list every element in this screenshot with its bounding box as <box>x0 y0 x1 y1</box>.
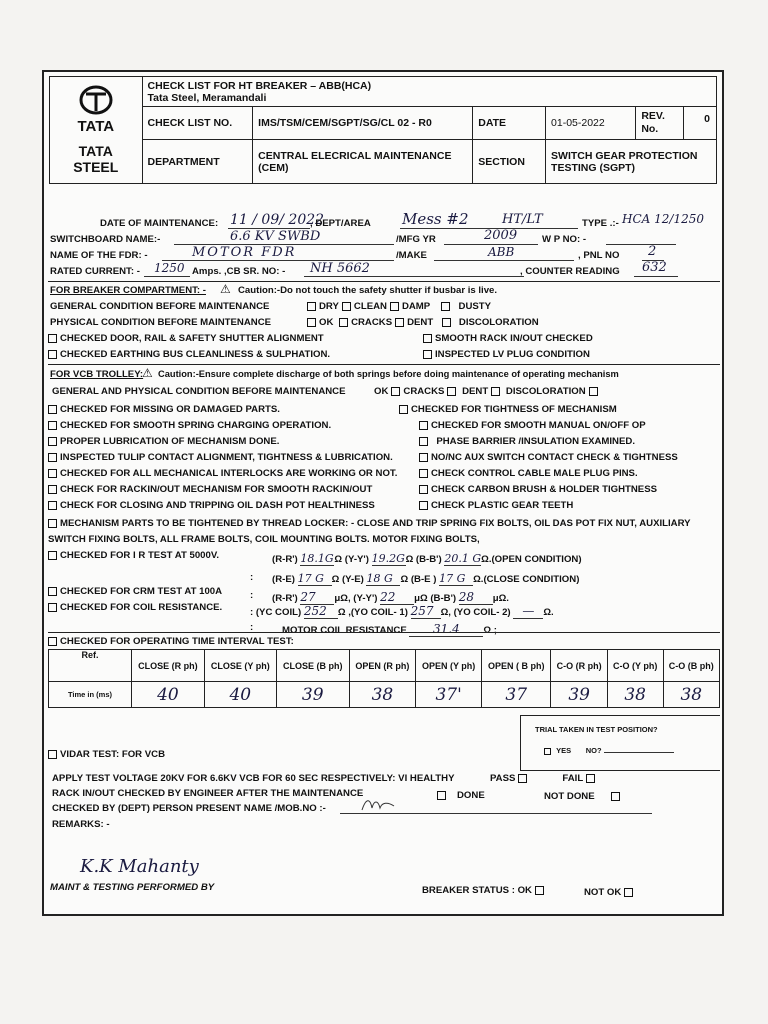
crm-rr-value: 27 <box>300 590 334 605</box>
vcb-right-item-1 <box>416 420 646 431</box>
coil-label <box>48 602 222 613</box>
vcb-right-checkbox-1[interactable] <box>419 421 428 430</box>
breaker-ok-checkbox[interactable] <box>535 886 544 895</box>
op-value-3: 38 <box>349 682 416 708</box>
done-checkbox[interactable] <box>437 791 446 800</box>
ir-open-row <box>272 552 582 566</box>
crm-yy-value: 22 <box>380 590 414 605</box>
checker-signature-icon <box>360 794 396 816</box>
rated-current-underline <box>144 276 190 277</box>
vcb-right-item-0 <box>396 404 617 415</box>
ir-open-bb-value: 20.1 G <box>444 552 482 565</box>
vcb-dent-checkbox[interactable] <box>491 387 500 396</box>
trial-options <box>541 746 720 755</box>
vcb-right-checkbox-2[interactable] <box>419 437 428 446</box>
divider-1 <box>48 281 720 282</box>
ok-checkbox[interactable] <box>307 318 316 327</box>
op-header-5: OPEN ( B ph) <box>482 650 551 682</box>
logo-text-top: TATA <box>77 118 115 135</box>
dent-checkbox[interactable] <box>395 318 404 327</box>
vcb-ok-label: OK <box>374 386 389 397</box>
cb-sr-underline <box>304 276 524 277</box>
comp-right-item-1 <box>420 349 590 360</box>
date-label: DATE <box>473 107 546 140</box>
ir-open-bb-label: Ω (B-B') <box>405 554 442 565</box>
header-table <box>49 76 717 184</box>
op-value-5: 37 <box>482 682 551 708</box>
crm-end-label: μΩ. <box>492 593 509 604</box>
vcb-left-label-1: CHECKED FOR SMOOTH SPRING CHARGING OPERATION. <box>60 420 332 431</box>
dept-area-value: Mess #2 <box>402 210 469 228</box>
crm-test-label <box>48 586 222 597</box>
vcb-right-checkbox-5[interactable] <box>419 485 428 494</box>
not-done-label: NOT DONE <box>544 791 595 802</box>
ir-close-ye-value: 18 G <box>366 572 400 586</box>
op-header-8: C-O (B ph) <box>663 650 719 682</box>
yo1-coil-value: 257 <box>411 604 441 619</box>
rack-inout-label: SMOOTH RACK IN/OUT CHECKED <box>435 333 593 344</box>
dent-label: DENT <box>407 317 434 328</box>
cracks-checkbox[interactable] <box>339 318 348 327</box>
trial-no-label: NO? <box>585 746 602 755</box>
trial-yes-checkbox[interactable] <box>544 748 551 755</box>
vcb-left-item-3 <box>48 452 393 463</box>
vcb-right-label-4: CHECK CONTROL CABLE MALE PLUG PINS. <box>431 468 638 479</box>
ir-close-be-value: 17 G <box>439 572 473 586</box>
compartment-caution: Caution:-Do not touch the safety shutter if busbar is live. <box>238 285 498 296</box>
breaker-status-label: BREAKER STATUS : OK <box>422 885 532 896</box>
yo1-coil-label: Ω ,(YO COIL- 1) <box>337 607 408 618</box>
performer-signature: K.K Mahanty <box>80 856 199 877</box>
vcb-ok-checkbox[interactable] <box>391 387 400 396</box>
vcb-left-label-3: INSPECTED TULIP CONTACT ALIGNMENT, TIGHTNESS & LUBRICATION. <box>60 452 393 463</box>
op-time-value-row <box>49 682 720 708</box>
vcb-heading: FOR VCB TROLLEY: <box>50 369 144 380</box>
comp-left-item-1 <box>48 349 330 360</box>
date-value: 01-05-2022 <box>546 107 636 140</box>
ir-open-yy-label: Ω (Y-Y') <box>334 554 369 565</box>
not-done-checkbox[interactable] <box>611 792 620 801</box>
physical-options <box>304 317 539 328</box>
vcb-gen-phys-options <box>374 386 601 397</box>
vcb-warning-icon: ⚠ <box>142 366 153 380</box>
op-header-4: OPEN (Y ph) <box>416 650 482 682</box>
op-header-7: C-O (Y ph) <box>607 650 663 682</box>
vcb-left-checkbox-5[interactable] <box>48 485 57 494</box>
vcb-left-label-4: CHECKED FOR ALL MECHANICAL INTERLOCKS ARE WORKING OR NOT. <box>60 468 398 479</box>
vcb-right-checkbox-3[interactable] <box>419 453 428 462</box>
mfg-yr-label: /MFG YR <box>396 234 436 245</box>
ir-close-re-value: 17 G <box>298 572 332 586</box>
ir-test-text: CHECKED FOR I R TEST AT 5000V. <box>60 550 220 561</box>
door-rail-checkbox[interactable] <box>48 334 57 343</box>
crm-row <box>272 590 509 605</box>
crm-bb-value: 28 <box>459 590 493 605</box>
crm-bb-label: μΩ (B-B') <box>414 593 457 604</box>
ir-open-rr-label: (R-R') <box>272 554 298 565</box>
op-time-checkbox[interactable] <box>48 637 57 646</box>
crm-colon: : <box>250 590 254 601</box>
crm-yy-label: μΩ, (Y-Y') <box>334 593 378 604</box>
checklist-sheet <box>42 70 724 916</box>
cb-sr-value: NH 5662 <box>310 261 370 276</box>
rated-current-label: RATED CURRENT: - <box>50 266 140 277</box>
vcb-right-checkbox-6[interactable] <box>419 501 428 510</box>
op-value-0: 40 <box>132 682 205 708</box>
door-rail-label: CHECKED DOOR, RAIL & SAFETY SHUTTER ALIGNMENT <box>60 333 324 344</box>
ir-close-ye-label: Ω (Y-E) <box>331 574 364 585</box>
trial-yes-label: YES <box>556 746 572 755</box>
vcb-right-label-3: NO/NC AUX SWITCH CONTACT CHECK & TIGHTNESS <box>431 452 678 463</box>
mfg-yr-value: 2009 <box>484 228 518 243</box>
op-time-header-row <box>49 650 720 682</box>
op-header-0: CLOSE (R ph) <box>132 650 205 682</box>
ir-close-re-label: (R-E) <box>272 574 295 585</box>
date-of-maintenance-value: 11 / 09/ 2022 <box>230 212 325 228</box>
vcb-left-label-6: CHECK FOR CLOSING AND TRIPPING OIL DASH POT HEALTHINESS <box>60 500 375 511</box>
dry-checkbox[interactable] <box>307 302 316 311</box>
ir-open-rr-value: 18.1G <box>300 552 334 565</box>
op-header-3: OPEN (R ph) <box>349 650 416 682</box>
counter-underline <box>634 276 678 277</box>
vcb-right-label-6: CHECK PLASTIC GEAR TEETH <box>431 500 574 511</box>
counter-value: 632 <box>642 260 667 275</box>
not-ok-checkbox[interactable] <box>624 888 633 897</box>
make-value: ABB <box>488 245 515 259</box>
ref-header: Ref. <box>49 650 132 682</box>
vcb-right-item-5 <box>416 484 657 495</box>
motor-coil-row <box>282 622 497 637</box>
vcb-left-item-0 <box>48 404 280 415</box>
vidar-text: VIDAR TEST: FOR VCB <box>60 749 166 760</box>
yo2-coil-label: Ω, (YO COIL- 2) <box>440 607 511 618</box>
clean-checkbox[interactable] <box>342 302 351 311</box>
physical-condition-label: PHYSICAL CONDITION BEFORE MAINTENANCE <box>50 317 272 328</box>
discoloration-checkbox[interactable] <box>442 318 451 327</box>
type-label: TYPE .:- <box>582 218 619 229</box>
op-time-label <box>48 636 294 647</box>
yc-coil-value: 252 <box>304 604 338 619</box>
not-ok-label: NOT OK <box>584 887 622 898</box>
divider-3 <box>48 632 720 633</box>
make-underline <box>434 260 574 261</box>
fail-checkbox[interactable] <box>586 774 595 783</box>
mechanism-label: MECHANISM PARTS TO BE TIGHTENED BY THREAD LOCKER: - CLOSE AND TRIP SPRING FIX BOLTS, OIL DAS POT FIX NUT, AUXILIARY SWITCH FIXING BOLTS, ALL FRAME BOLTS, COIL MOUNTING BOLTS. MOTOR FIXING BOLTS, <box>48 518 691 545</box>
pnl-no-value: 2 <box>648 244 657 259</box>
section-label: SECTION <box>473 140 546 184</box>
vidar-label <box>48 749 165 760</box>
lv-plug-label: INSPECTED LV PLUG CONDITION <box>435 349 590 360</box>
vcb-right-item-2 <box>416 436 635 447</box>
ir-test-checkbox[interactable] <box>48 551 57 560</box>
coil-end-label: Ω. <box>543 607 554 618</box>
vcb-right-label-2: PHASE BARRIER /INSULATION EXAMINED. <box>436 436 635 447</box>
earthing-bus-label: CHECKED EARTHING BUS CLEANLINESS & SULPHATION. <box>60 349 331 360</box>
pass-label: PASS <box>490 773 516 784</box>
operating-time-table <box>48 649 720 708</box>
ir-test-label <box>48 550 219 561</box>
rev-label: REV. No. <box>636 107 684 139</box>
type-value: HCA 12/1250 <box>622 212 704 226</box>
logo-text-bottom: TATA STEEL <box>73 143 119 175</box>
comp-left-item-0 <box>48 333 324 344</box>
op-header-1: CLOSE (Y ph) <box>204 650 276 682</box>
mechanism-text <box>48 516 720 548</box>
lv-plug-checkbox[interactable] <box>423 350 432 359</box>
fail-label: FAIL <box>562 773 584 784</box>
not-ok-row <box>584 887 636 898</box>
rev-cell <box>636 107 717 140</box>
dusty-checkbox[interactable] <box>441 302 450 311</box>
op-value-2: 39 <box>276 682 349 708</box>
vcb-left-item-4 <box>48 468 397 479</box>
rev-value: 0 <box>704 113 710 125</box>
vidar-checkbox[interactable] <box>48 750 57 759</box>
fdr-value: MOTOR FDR <box>192 245 297 260</box>
vcb-cracks-checkbox[interactable] <box>447 387 456 396</box>
vcb-left-label-2: PROPER LUBRICATION OF MECHANISM DONE. <box>60 436 280 447</box>
comp-right-item-0 <box>420 333 593 344</box>
trial-label: TRIAL TAKEN IN TEST POSITION? <box>535 725 658 734</box>
vcb-left-checkbox-3[interactable] <box>48 453 57 462</box>
discoloration-label: DISCOLORATION <box>458 317 539 328</box>
fdr-label: NAME OF THE FDR: - <box>50 250 148 261</box>
vcb-left-label-0: CHECKED FOR MISSING OR DAMAGED PARTS. <box>60 404 280 415</box>
vcb-right-label-0: CHECKED FOR TIGHTNESS OF MECHANISM <box>411 404 617 415</box>
vcb-left-item-1 <box>48 420 331 431</box>
vcb-cracks-label: CRACKS <box>403 386 445 397</box>
wp-no-label: W P NO: - <box>542 234 587 245</box>
op-value-7: 38 <box>607 682 663 708</box>
trial-no-underline <box>604 752 674 753</box>
earthing-bus-checkbox[interactable] <box>48 350 57 359</box>
vcb-left-item-6 <box>48 500 375 511</box>
yo2-coil-value: — <box>513 604 543 619</box>
vcb-right-checkbox-0[interactable] <box>399 405 408 414</box>
motor-coil-end: Ω ; <box>483 625 497 636</box>
ir-colon-1: : <box>250 572 254 583</box>
coil-text: CHECKED FOR COIL RESISTANCE. <box>60 602 223 613</box>
trial-box <box>520 715 720 771</box>
damp-label: DAMP <box>401 301 431 312</box>
not-done-row <box>544 791 623 802</box>
ir-close-row <box>272 572 579 586</box>
pass-checkbox[interactable] <box>518 774 527 783</box>
performed-by-label: MAINT & TESTING PERFORMED BY <box>50 882 215 893</box>
breaker-status-row <box>422 885 547 896</box>
make-label: /MAKE <box>396 250 427 261</box>
department-value: CENTRAL ELECRICAL MAINTENANCE (CEM) <box>253 140 473 184</box>
date-of-maintenance-label: DATE OF MAINTENANCE: <box>100 218 219 229</box>
remarks-label: REMARKS: - <box>52 819 110 830</box>
vcb-left-item-5 <box>48 484 372 495</box>
apply-voltage-label: APPLY TEST VOLTAGE 20KV FOR 6.6KV VCB FOR 60 SEC RESPECTIVELY: VI HEALTHY <box>52 773 455 784</box>
ir-open-yy-value: 19.2G <box>371 552 405 565</box>
tata-logo-icon <box>79 85 113 115</box>
vcb-right-item-3 <box>416 452 678 463</box>
op-header-2: CLOSE (B ph) <box>276 650 349 682</box>
vcb-right-checkbox-4[interactable] <box>419 469 428 478</box>
motor-coil-label: MOTOR COIL RESISTANCE <box>282 625 407 636</box>
vcb-gen-phys-label: GENERAL AND PHYSICAL CONDITION BEFORE MAINTENANCE <box>52 386 346 397</box>
motor-coil-value: 31.4 <box>409 622 483 637</box>
vcb-left-checkbox-4[interactable] <box>48 469 57 478</box>
op-value-4: 37' <box>416 682 482 708</box>
vcb-left-checkbox-2[interactable] <box>48 437 57 446</box>
vcb-left-item-2 <box>48 436 279 447</box>
general-condition-label: GENERAL CONDITION BEFORE MAINTENANCE <box>50 301 270 312</box>
dept-area-label: , DEPT/AREA <box>310 218 371 229</box>
form-title: CHECK LIST FOR HT BREAKER – ABB(HCA) <box>147 79 372 92</box>
vcb-discoloration-checkbox[interactable] <box>589 387 598 396</box>
dry-label: DRY <box>319 301 339 312</box>
dept-area-extra: HT/LT <box>502 212 543 227</box>
rack-inout-checkbox[interactable] <box>423 334 432 343</box>
crm-test-text: CHECKED FOR CRM TEST AT 100A <box>60 586 223 597</box>
divider-2 <box>48 364 720 365</box>
switchboard-value: 6.6 KV SWBD <box>230 229 321 244</box>
vcb-left-checkbox-1[interactable] <box>48 421 57 430</box>
coil-row <box>250 604 554 619</box>
checklist-no-label: CHECK LIST NO. <box>142 107 253 140</box>
dusty-label: DUSTY <box>458 301 492 312</box>
ir-close-cond-label: Ω.(CLOSE CONDITION) <box>473 574 580 585</box>
done-row <box>434 790 485 801</box>
vcb-right-label-5: CHECK CARBON BRUSH & HOLDER TIGHTNESS <box>431 484 657 495</box>
cracks-label: CRACKS <box>351 317 393 328</box>
switchboard-label: SWITCHBOARD NAME:- <box>50 234 161 245</box>
ok-label: OK <box>319 317 334 328</box>
rack-engineer-label: RACK IN/OUT CHECKED BY ENGINEER AFTER THE MAINTENANCE <box>52 788 364 799</box>
time-row-label: Time in (ms) <box>49 682 132 708</box>
op-value-8: 38 <box>663 682 719 708</box>
checked-by-label: CHECKED BY (DEPT) PERSON PRESENT NAME /MOB.NO :- <box>52 803 326 814</box>
checklist-no: IMS/TSM/CEM/SGPT/SG/CL 02 - R0 <box>253 107 473 140</box>
vcb-left-label-5: CHECK FOR RACKIN/OUT MECHANISM FOR SMOOTH RACKIN/OUT <box>60 484 373 495</box>
op-value-1: 40 <box>204 682 276 708</box>
ir-close-be-label: Ω (B-E ) <box>400 574 437 585</box>
mechanism-checkbox[interactable] <box>48 519 57 528</box>
motor-coil-colon: : <box>250 622 254 633</box>
ir-open-cond-label: Ω.(OPEN CONDITION) <box>481 554 582 565</box>
title-cell <box>142 77 716 107</box>
rated-current-value: 1250 <box>154 261 185 275</box>
vcb-left-checkbox-0[interactable] <box>48 405 57 414</box>
vcb-discoloration-label: DISCOLORATION <box>505 386 586 397</box>
cb-sr-label: Amps. ,CB SR. NO: - <box>192 266 286 277</box>
coil-checkbox[interactable] <box>48 603 57 612</box>
form-subtitle: Tata Steel, Meramandali <box>147 91 267 104</box>
damp-checkbox[interactable] <box>390 302 399 311</box>
wp-no-underline <box>606 244 676 245</box>
section-value: SWITCH GEAR PROTECTION TESTING (SGPT) <box>546 140 717 184</box>
pnl-no-label: , PNL NO <box>578 250 620 261</box>
op-value-6: 39 <box>551 682 607 708</box>
clean-label: CLEAN <box>353 301 387 312</box>
crm-test-checkbox[interactable] <box>48 587 57 596</box>
vcb-right-item-4 <box>416 468 638 479</box>
vcb-right-label-1: CHECKED FOR SMOOTH MANUAL ON/OFF OP <box>431 420 646 431</box>
vcb-caution: Caution:-Ensure complete discharge of both springs before doing maintenance of operating mechanism <box>158 369 619 379</box>
done-label: DONE <box>457 790 485 801</box>
vcb-left-checkbox-6[interactable] <box>48 501 57 510</box>
counter-label: , COUNTER READING <box>520 266 620 277</box>
yc-coil-label: : (YC COIL) <box>250 607 302 618</box>
crm-rr-label: (R-R') <box>272 593 298 604</box>
vcb-right-item-6 <box>416 500 573 511</box>
op-time-text: CHECKED FOR OPERATING TIME INTERVAL TEST: <box>60 636 294 647</box>
pass-fail-row <box>490 773 598 784</box>
logo-cell <box>50 77 143 184</box>
compartment-heading: FOR BREAKER COMPARTMENT: - <box>50 285 206 296</box>
department-label: DEPARTMENT <box>142 140 253 184</box>
warning-icon: ⚠ <box>220 282 231 296</box>
general-options <box>304 301 491 312</box>
vcb-dent-label: DENT <box>462 386 489 397</box>
op-header-6: C-O (R ph) <box>551 650 607 682</box>
